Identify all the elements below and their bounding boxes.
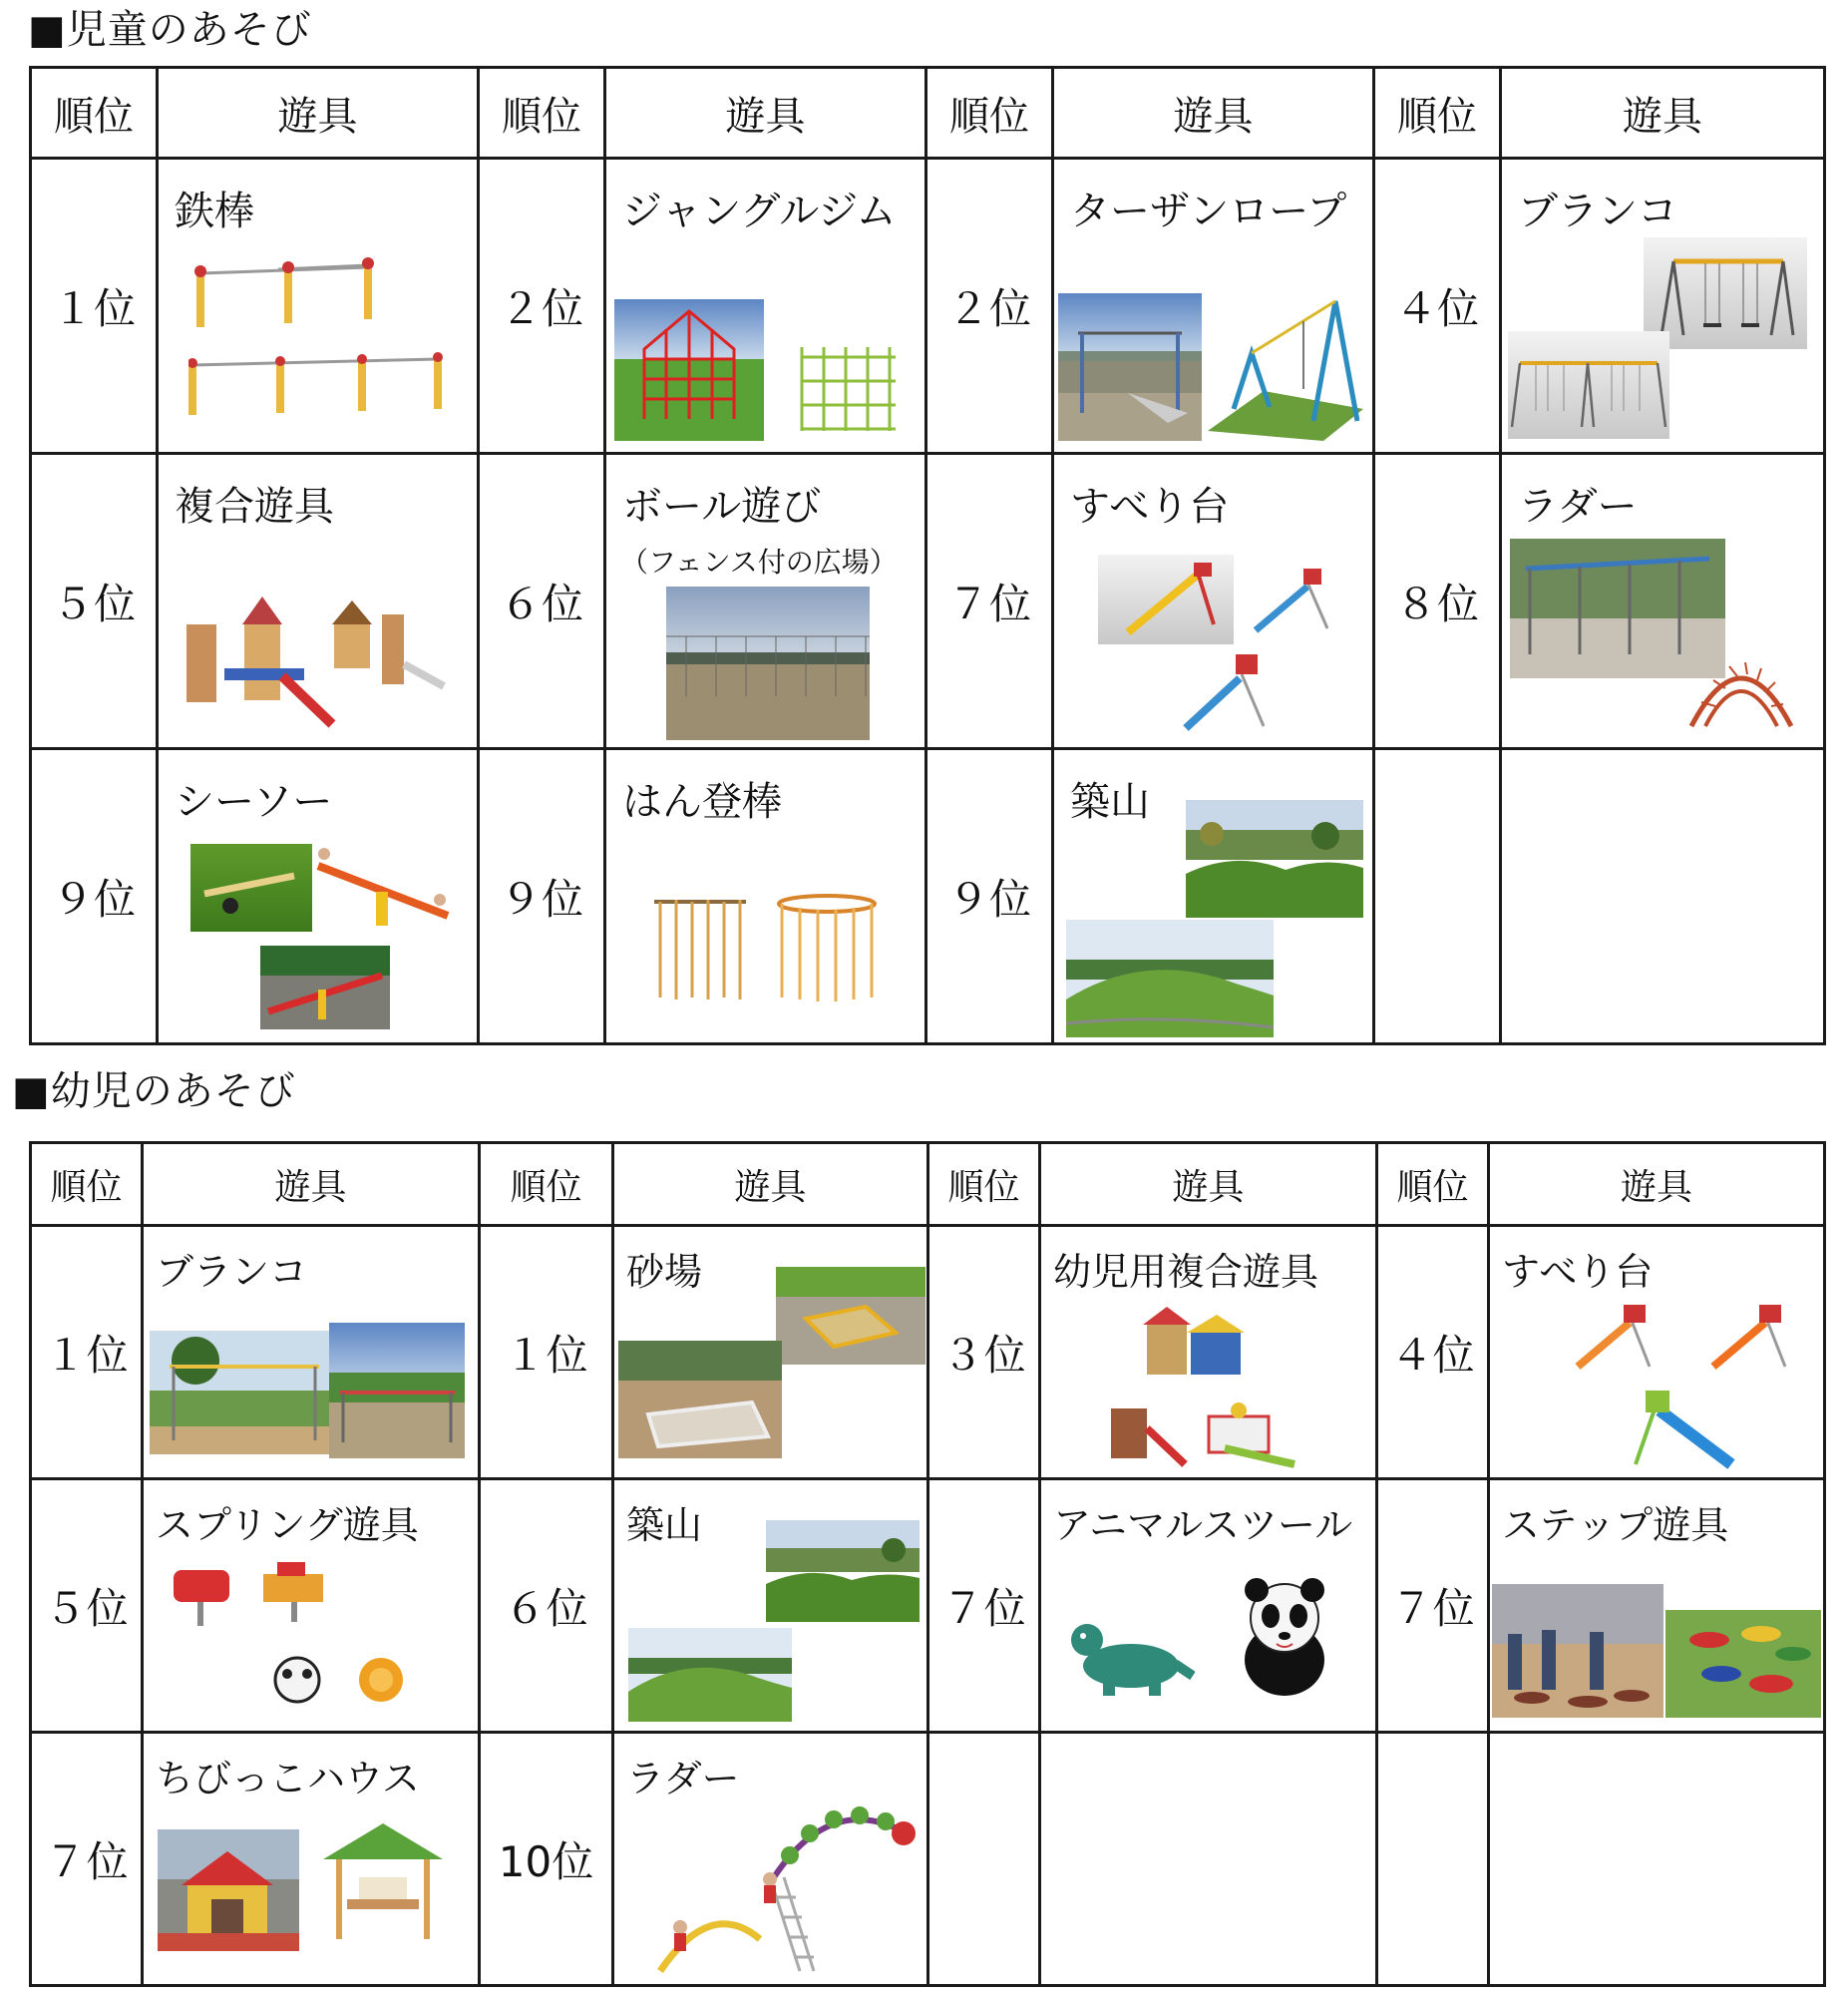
dinosaur-stool-image xyxy=(1065,1614,1195,1700)
hill-photo xyxy=(766,1520,920,1622)
spring-rider-image xyxy=(168,1554,427,1720)
equipment-name: 築山 xyxy=(1070,779,1150,825)
combination-play-equipment-image xyxy=(183,565,472,739)
arch-ladder-image xyxy=(1681,640,1801,736)
equipment-name: スプリング遊具 xyxy=(156,1503,419,1547)
equipment-cell xyxy=(613,1226,928,1479)
equipment-name: ジャングルジム xyxy=(622,189,897,234)
equipment-cell xyxy=(1489,1479,1825,1733)
equipment-cell xyxy=(1040,1479,1377,1733)
rank-cell: ７位 xyxy=(926,454,1053,749)
swing-photo xyxy=(150,1331,333,1454)
tarzan-rope-image xyxy=(1204,281,1368,441)
equipment-name: 幼児用複合遊具 xyxy=(1053,1250,1319,1294)
table-header-row xyxy=(31,68,1825,159)
equipment-cell xyxy=(1053,159,1374,454)
header-rank: 順位 xyxy=(1374,68,1501,159)
rank-cell: ５位 xyxy=(31,454,158,749)
equipment-cell xyxy=(1053,454,1374,749)
header-equipment: 遊具 xyxy=(143,1143,480,1226)
rank-cell: ８位 xyxy=(1374,454,1501,749)
seesaw-photo xyxy=(190,844,312,932)
rank-cell: ７位 xyxy=(31,1733,143,1986)
table-row xyxy=(31,159,1825,454)
equipment-cell xyxy=(143,1733,480,1986)
equipment-cell xyxy=(1489,1226,1825,1479)
sandbox-photo xyxy=(618,1341,782,1458)
header-rank: 順位 xyxy=(480,1143,613,1226)
slide-image xyxy=(1705,1303,1795,1373)
rank-cell: ４位 xyxy=(1374,159,1501,454)
seesaw-image xyxy=(308,842,458,932)
header-rank: 順位 xyxy=(31,1143,143,1226)
rank-cell: ３位 xyxy=(928,1226,1040,1479)
climbing-pole-image xyxy=(650,890,750,1003)
equipment-cell xyxy=(605,454,926,749)
equipment-cell xyxy=(143,1226,480,1479)
header-equipment: 遊具 xyxy=(613,1143,928,1226)
panda-stool-image xyxy=(1229,1578,1338,1702)
equipment-cell xyxy=(158,454,479,749)
equipment-cell xyxy=(158,159,479,454)
sandbox-photo xyxy=(776,1267,925,1365)
equipment-cell xyxy=(1053,749,1374,1044)
table-row xyxy=(31,749,1825,1044)
equipment-cell xyxy=(1501,749,1825,1044)
rank-cell: ９位 xyxy=(926,749,1053,1044)
header-equipment: 遊具 xyxy=(1040,1143,1377,1226)
equipment-name: すべり台 xyxy=(1502,1250,1654,1294)
header-rank: 順位 xyxy=(926,68,1053,159)
equipment-cell xyxy=(143,1479,480,1733)
header-equipment: 遊具 xyxy=(605,68,926,159)
slide-image xyxy=(1180,650,1276,734)
equipment-cell xyxy=(613,1733,928,1986)
equipment-name: ステップ遊具 xyxy=(1502,1503,1729,1547)
slide-image xyxy=(1098,555,1234,644)
header-rank: 順位 xyxy=(31,68,158,159)
rank-cell: ２位 xyxy=(926,159,1053,454)
equipment-name: ちびっこハウス xyxy=(156,1757,420,1800)
equipment-name: ボール遊び xyxy=(622,484,822,530)
rank-cell: ５位 xyxy=(31,1479,143,1733)
rank-cell: ９位 xyxy=(31,749,158,1044)
playhouse-photo xyxy=(158,1829,299,1951)
step-equipment-photo xyxy=(1492,1584,1663,1718)
equipment-name: 築山 xyxy=(626,1503,703,1547)
equipment-name: 砂場 xyxy=(626,1250,703,1294)
rank-cell: ６位 xyxy=(479,454,605,749)
equipment-cell xyxy=(1501,159,1825,454)
rank-cell: ９位 xyxy=(479,749,605,1044)
hill-photo xyxy=(1186,800,1363,918)
rank-cell: １位 xyxy=(31,1226,143,1479)
equipment-name: すべり台 xyxy=(1070,484,1230,530)
iron-bar-image xyxy=(188,249,458,439)
section-title-infants: ■幼児のあそび xyxy=(12,1068,296,1114)
equipment-name: ラダー xyxy=(1518,484,1638,530)
slide-image xyxy=(1250,565,1335,636)
table-row xyxy=(31,1733,1825,1986)
header-rank: 順位 xyxy=(479,68,605,159)
equipment-name: はん登棒 xyxy=(622,779,782,825)
equipment-cell xyxy=(158,749,479,1044)
equipment-cell xyxy=(1501,454,1825,749)
slide-image xyxy=(1570,1303,1660,1373)
children-ranking-table xyxy=(29,66,1826,1045)
header-equipment: 遊具 xyxy=(1501,68,1825,159)
jungle-gym-photo xyxy=(614,299,764,441)
rank-cell: ６位 xyxy=(480,1479,613,1733)
tarzan-rope-photo xyxy=(1058,293,1202,441)
rank-cell: ７位 xyxy=(928,1479,1040,1733)
infant-combination-equipment-image xyxy=(1141,1303,1251,1383)
hill-photo xyxy=(628,1628,792,1722)
header-equipment: 遊具 xyxy=(1489,1143,1825,1226)
equipment-name: ターザンロープ xyxy=(1070,189,1347,234)
rank-cell: 10位 xyxy=(480,1733,613,1986)
rank-cell xyxy=(1374,749,1501,1044)
equipment-name: シーソー xyxy=(175,779,333,825)
swing-photo xyxy=(329,1323,465,1458)
equipment-cell xyxy=(1040,1226,1377,1479)
table-row xyxy=(31,1479,1825,1733)
equipment-cell xyxy=(613,1479,928,1733)
climbing-pole-image xyxy=(772,890,882,1003)
rank-cell xyxy=(1377,1733,1489,1986)
equipment-cell xyxy=(1489,1733,1825,1986)
infant-ranking-table xyxy=(29,1141,1826,1987)
header-equipment: 遊具 xyxy=(1053,68,1374,159)
swing-image xyxy=(1508,331,1669,439)
rank-cell: １位 xyxy=(31,159,158,454)
equipment-cell xyxy=(1040,1733,1377,1986)
header-rank: 順位 xyxy=(1377,1143,1489,1226)
ladder-image xyxy=(650,1867,820,1979)
section-title-children: ■児童のあそび xyxy=(28,7,312,53)
rank-cell: ２位 xyxy=(479,159,605,454)
table-row xyxy=(31,454,1825,749)
header-rank: 順位 xyxy=(928,1143,1040,1226)
equipment-cell xyxy=(605,749,926,1044)
seesaw-photo xyxy=(260,946,390,1029)
header-equipment: 遊具 xyxy=(158,68,479,159)
equipment-name: ラダー xyxy=(626,1757,740,1800)
equipment-name: 鉄棒 xyxy=(175,189,254,234)
equipment-name: ブランコ xyxy=(156,1250,308,1294)
equipment-name: アニマルスツール xyxy=(1053,1503,1353,1547)
playhouse-image xyxy=(319,1819,447,1947)
equipment-name: ブランコ xyxy=(1518,189,1677,234)
rank-cell: １位 xyxy=(480,1226,613,1479)
equipment-name: 複合遊具 xyxy=(175,484,334,530)
fenced-field-photo xyxy=(666,587,870,740)
rank-cell: ７位 xyxy=(1377,1479,1489,1733)
rank-cell xyxy=(928,1733,1040,1986)
table-header-row xyxy=(31,1143,1825,1226)
rank-cell: ４位 xyxy=(1377,1226,1489,1479)
step-equipment-photo xyxy=(1665,1610,1821,1718)
equipment-note: （フェンス付の広場） xyxy=(620,546,898,579)
infant-combination-equipment-image xyxy=(1105,1389,1304,1472)
equipment-cell xyxy=(605,159,926,454)
table-row xyxy=(31,1226,1825,1479)
jungle-gym-image xyxy=(796,337,906,433)
slide-image xyxy=(1620,1381,1739,1470)
hill-photo xyxy=(1066,920,1274,1037)
